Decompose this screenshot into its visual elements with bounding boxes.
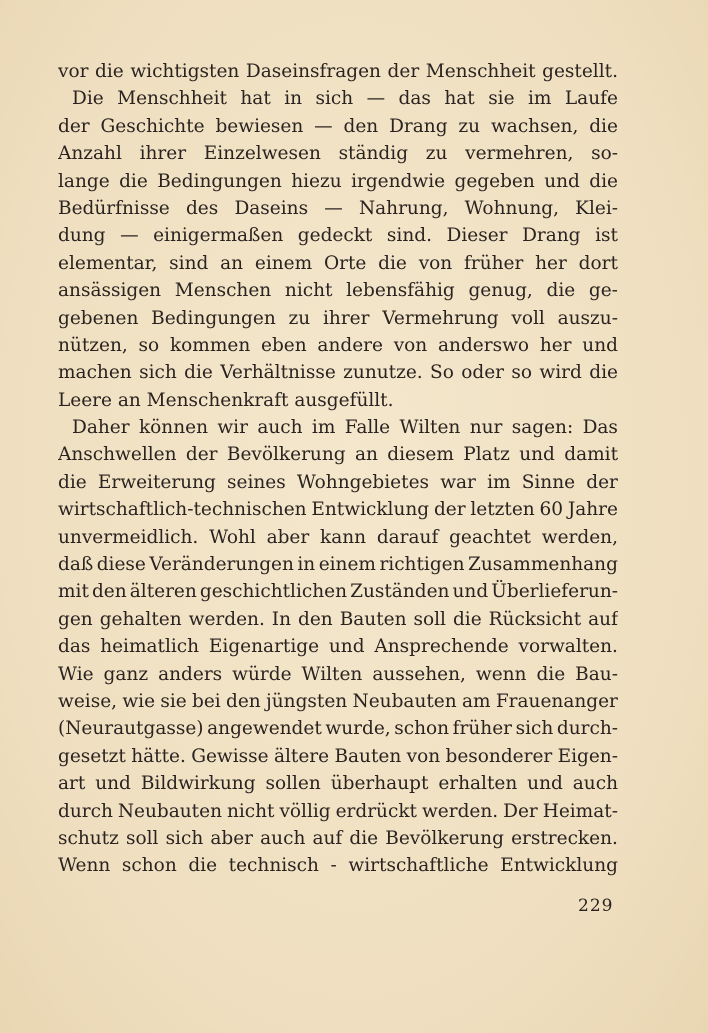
text-line: weise, wie sie bei den jüngsten Neubauten am Frauenanger bbox=[58, 690, 618, 712]
page-number: 229 bbox=[578, 896, 614, 916]
text-line: Wie ganz anders würde Wilten aussehen, wenn die Bau- bbox=[58, 663, 618, 685]
text-line: Leere an Menschenkraft ausgefüllt. bbox=[58, 389, 394, 411]
text-line: Daher können wir auch im Falle Wilten nur sagen: Das bbox=[72, 417, 618, 439]
text-line: (Neurautgasse) angewendet wurde, schon früher sich durch- bbox=[58, 718, 618, 740]
text-line: Bedürfnisse des Daseins — Nahrung, Wohnung, Klei- bbox=[58, 197, 618, 219]
body-text bbox=[58, 58, 618, 880]
text-line: Anzahl ihrer Einzelwesen ständig zu vermehren, so- bbox=[58, 143, 618, 165]
text-line: ansässigen Menschen nicht lebensfähig genug, die ge- bbox=[58, 280, 618, 302]
text-line: nützen, so kommen eben andere von anderswo her und bbox=[58, 334, 618, 356]
text-line: elementar, sind an einem Orte die von früher her dort bbox=[58, 252, 618, 274]
text-line: dung — einigermaßen gedeckt sind. Dieser Drang ist bbox=[58, 225, 618, 247]
text-line: schutz soll sich aber auch auf die Bevölkerung erstrecken. bbox=[58, 827, 618, 849]
text-line: mit den älteren geschichtlichen Zuständen und Überlieferun- bbox=[58, 581, 618, 603]
text-line: Wenn schon die technisch - wirtschaftliche Entwicklung bbox=[58, 855, 618, 877]
text-line: das heimatlich Eigenartige und Ansprechende vorwalten. bbox=[58, 636, 618, 658]
text-line: Die Menschheit hat in sich — das hat sie im Laufe bbox=[72, 88, 618, 110]
text-line: der Geschichte bewiesen — den Drang zu wachsen, die bbox=[58, 115, 618, 137]
text-line: gen gehalten werden. In den Bauten soll die Rücksicht auf bbox=[58, 608, 618, 630]
text-line: Anschwellen der Bevölkerung an diesem Platz und damit bbox=[58, 444, 618, 466]
text-line: daß diese Veränderungen in einem richtigen Zusammenhang bbox=[58, 554, 618, 576]
text-line: wirtschaftlich-technischen Entwicklung der letzten 60 Jahre bbox=[58, 499, 618, 521]
text-line: die Erweiterung seines Wohngebietes war im Sinne der bbox=[58, 471, 618, 493]
text-line: art und Bildwirkung sollen überhaupt erhalten und auch bbox=[58, 773, 618, 795]
text-line: gesetzt hätte. Gewisse ältere Bauten von besonderer Eigen- bbox=[58, 745, 618, 767]
text-line: durch Neubauten nicht völlig erdrückt werden. Der Heimat- bbox=[58, 800, 618, 822]
text-line: vor die wichtigsten Daseinsfragen der Menschheit gestellt. bbox=[58, 61, 618, 82]
text-line: gebenen Bedingungen zu ihrer Vermehrung voll auszu- bbox=[58, 307, 618, 329]
text-line: machen sich die Verhältnisse zunutze. So oder so wird die bbox=[58, 362, 618, 384]
text-line: lange die Bedingungen hiezu irgendwie gegeben und die bbox=[58, 170, 618, 192]
text-line: unvermeidlich. Wohl aber kann darauf geachtet werden, bbox=[58, 526, 618, 548]
